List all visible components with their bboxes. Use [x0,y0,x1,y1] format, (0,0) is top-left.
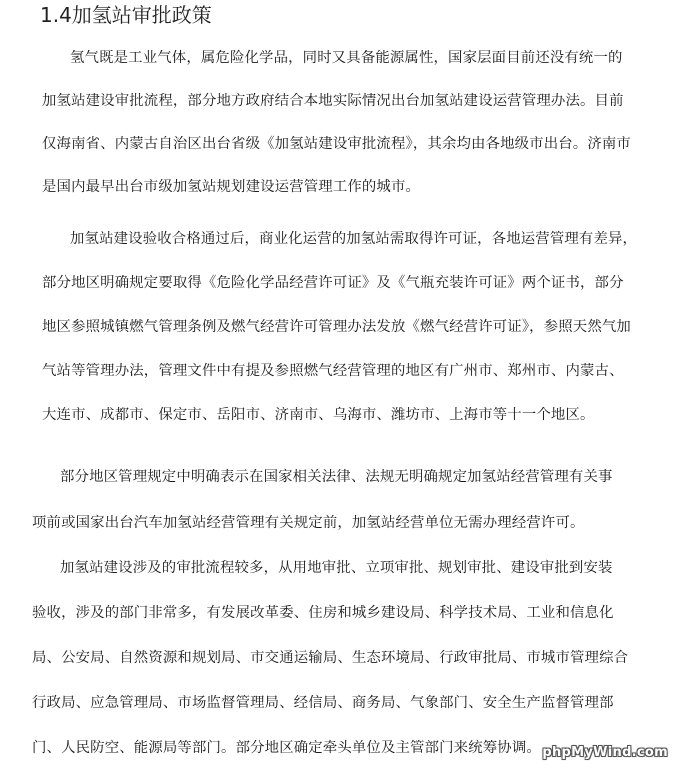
paragraph-1-line-2: 加氢站建设审批流程，部分地方政府结合本地实际情况出台加氢站建设运营管理办法。目前 [42,93,624,109]
paragraph-1-line-4: 是国内最早出台市级加氢站规划建设运营管理工作的城市。 [42,179,421,195]
paragraph-1-line-3: 仅海南省、内蒙古自治区出台省级《加氢站建设审批流程》，其余均由各地级市出台。济南市 [42,136,631,152]
paragraph-3-line-1: 部分地区管理规定中明确表示在国家相关法律、法规无明确规定加氢站经营管理有关事 [60,469,613,485]
paragraph-2-line-1: 加氢站建设验收合格通过后，商业化运营的加氢站需取得许可证，各地运营管理有差异， [70,231,638,247]
paragraph-2-line-5: 大连市、成都市、保定市、岳阳市、济南市、乌海市、潍坊市、上海市等十一个地区。 [42,407,595,423]
paragraph-4-line-2: 验收，涉及的部门非常多，有发展改革委、住房和城乡建设局、科学技术局、工业和信息化 [32,605,614,621]
section-heading: 1.4加氢站审批政策 [40,3,212,27]
paragraph-2-line-4: 气站等管理办法，管理文件中有提及参照燃气经营管理的地区有广州市、郑州市、内蒙古、 [42,363,624,379]
paragraph-3-line-2: 项前或国家出台汽车加氢站经营管理有关规定前，加氢站经营单位无需办理经营许可。 [32,515,585,531]
paragraph-2-line-2: 部分地区明确规定要取得《危险化学品经营许可证》及《气瓶充装许可证》两个证书，部分 [42,275,624,291]
paragraph-2-line-3: 地区参照城镇燃气管理条例及燃气经营许可管理办法发放《燃气经营许可证》，参照天然气加 [42,319,631,335]
paragraph-4-line-5: 门、人民防空、能源局等部门。部分地区确定牵头单位及主管部门来统筹协调。 [32,740,541,756]
paragraph-4-line-1: 加氢站建设涉及的审批流程较多，从用地审批、立项审批、规划审批、建设审批到安装 [60,560,613,576]
site-watermark: phpMyWind.com [542,745,668,760]
paragraph-4-line-3: 局、公安局、自然资源和规划局、市交通运输局、生态环境局、行政审批局、市城市管理综合 [32,650,629,666]
paragraph-4-line-4: 行政局、应急管理局、市场监督管理局、经信局、商务局、气象部门、安全生产监督管理部 [32,695,614,711]
paragraph-1-line-1: 氢气既是工业气体，属危险化学品，同时又具备能源属性，国家层面目前还没有统一的 [70,50,623,66]
